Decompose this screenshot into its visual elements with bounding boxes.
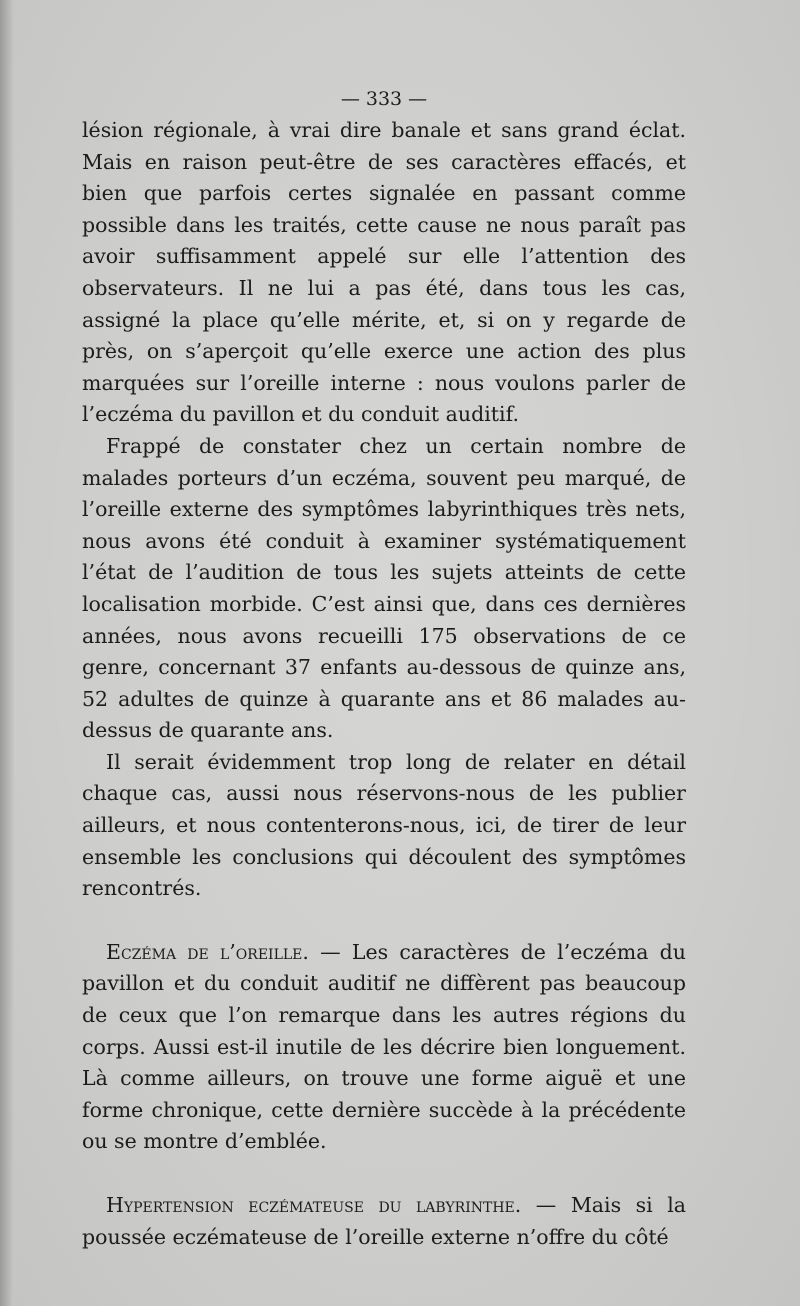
paragraph-observations: Frappé de constater chez un certain nombre de malades porteurs d’un eczéma, souvent peu marqué, de l’oreille externe des symptômes labyrinthiques très nets, nous avons été conduit à examiner systématiquement l’état de l’audition de tous les sujets atteints de cette localisation morbide. C’est ainsi que, dans ces dernières années, nous avons recueilli 175 observations de ce genre, concernant 37 enfants au-dessous de quinze ans, 52 adultes de quinze à quarante ans et 86 malades au-dessus de quarante ans. — [82, 433, 686, 743]
section-gap — [82, 905, 686, 937]
section-text-hypertension: — Mais si la poussée eczémateuse de l’oreille externe n’offre du côté — [82, 1193, 686, 1249]
section-eczema — [82, 937, 686, 1158]
paragraph-conclusions: Il serait évidemment trop long de relater en détail chaque cas, aussi nous réservons-nous de les publier ailleurs, et nous contenterons-nous, ici, de tirer de leur ensemble les conclusions qui découlent des symptômes rencontrés. — [82, 749, 686, 901]
paragraph-continuation: lésion régionale, à vrai dire banale et sans grand éclat. Mais en raison peut-être de ses caractères effacés, et bien que parfois certes signalée en passant comme possible dans les traités, cette cause ne nous paraît pas avoir suffisamment appelé sur elle l’attention des observateurs. Il ne lui a pas été, dans tous les cas, assigné la place qu’elle mérite, et, si on y regarde de près, on s’aperçoit qu’elle exerce une action des plus marquées sur l’oreille interne : nous voulons parler de l’eczéma du pavillon et du conduit auditif. — [82, 118, 686, 427]
page-binding-edge — [0, 0, 14, 1306]
section-hypertension — [82, 1190, 686, 1253]
section-heading-hypertension: Hypertension eczémateuse du labyrinthe. — [106, 1193, 522, 1217]
page-text — [82, 84, 686, 1253]
section-text-eczema: — Les caractères de l’eczéma du pavillon et du conduit auditif ne diffèrent pas beaucoup de ceux que l’on remarque dans les autres régions du corps. Aussi est-il inutile de les décrire bien longuement. Là comme ailleurs, on trouve une forme aiguë et une forme chronique, cette dernière succède à la précédente ou se montre d’emblée. — [82, 939, 686, 1154]
section-heading-eczema: Eczéma de l’oreille. — [106, 939, 309, 964]
section-gap — [82, 1158, 686, 1190]
page-number: — 333 — — [340, 88, 428, 110]
